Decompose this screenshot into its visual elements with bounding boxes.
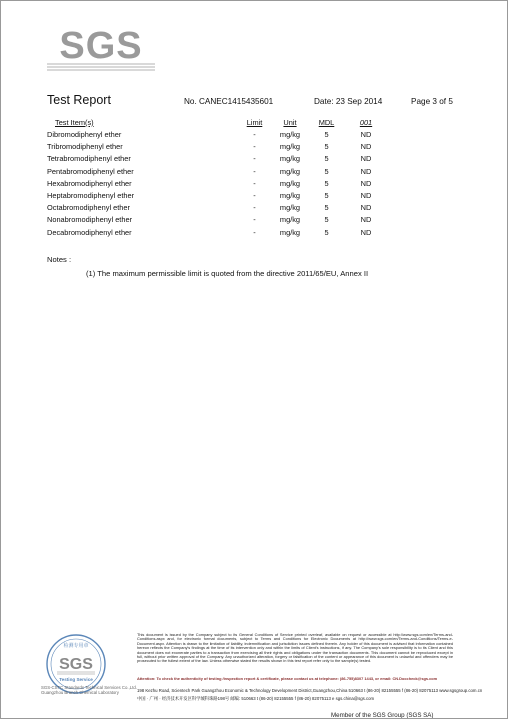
cell-mdl: 5 [324,130,329,139]
cell-item: Hexabromodiphenyl ether [47,178,132,188]
page-number: Page 3 of 5 [411,97,453,106]
cell-limit: - [253,178,256,188]
table-row [47,129,388,141]
header-test-item: Test Item(s) [55,118,94,127]
stamp-sgs-text: SGS [59,656,93,673]
cell-unit: mg/kg [279,142,301,152]
table-row [47,178,388,190]
address-english: 198 Kezhu Road, Scientech Park Guangzhou Economic & Technology Development District,Guangzhou,China 510663 t (86-20) 82155555 f (86-20) 82075113 www.sgsgroup.com.cn [137,688,483,693]
cell-limit: - [253,154,256,164]
stamp-service-text: Testing Service [59,677,93,682]
cell-result: ND [360,166,372,176]
address-chinese: 中国 · 广州 · 经济技术开发区科学城科珠路198号 邮编: 510663 t (86-20) 82155555 f (86-20) 82075113 e sgs.china@sgs.com [137,696,375,701]
cell-mdl: 5 [324,142,329,152]
cell-unit: mg/kg [279,166,301,176]
cell-result: ND [360,130,372,139]
table-row [47,141,388,153]
table-row [47,227,388,239]
cell-unit: mg/kg [279,227,301,237]
report-number: No. CANEC1415435601 [184,97,274,106]
cell-mdl: 5 [324,191,329,201]
cell-limit: - [253,215,256,225]
cell-mdl: 5 [324,203,329,213]
cell-item: Octabromodiphenyl ether [47,203,130,213]
report-header [1,93,507,109]
header-limit: Limit [246,118,263,127]
header-mdl: MDL [318,118,335,127]
cell-item: Pentabromodiphenyl ether [47,166,134,176]
table-row [47,202,388,214]
cell-result: ND [360,215,372,225]
cell-limit: - [253,191,256,201]
cell-mdl: 5 [324,227,329,237]
cell-item: Nonabromodiphenyl ether [47,215,133,225]
cell-limit: - [253,227,256,237]
table-row [47,166,388,178]
cell-item: Tetrabromodiphenyl ether [47,154,131,164]
header-sample-001: 001 [359,118,373,127]
cell-result: ND [360,203,372,213]
authenticity-notice: Attention: To check the authenticity of testing /inspection report & certificate, please contact us at telephone: (86-755)8307 1443, or email: CN.Doccheck@sgs.com [137,676,438,681]
cell-mdl: 5 [324,178,329,188]
stamp-caption [41,685,137,695]
cell-limit: - [253,166,256,176]
cell-limit: - [253,130,256,139]
report-date: Date: 23 Sep 2014 [314,97,383,106]
header-unit: Unit [283,118,297,127]
notes-title: Notes : [47,255,72,264]
stamp-caption-line1: SGS-CSTC Standards Technical Services Co.,Ltd. [41,685,137,690]
cell-item: Tribromodiphenyl ether [47,142,123,152]
cell-item: Decabromodiphenyl ether [47,227,132,237]
cell-mdl: 5 [324,215,329,225]
cell-unit: mg/kg [279,203,301,213]
cell-mdl: 5 [324,154,329,164]
sgs-logo-text: SGS [59,25,143,67]
note-item: (1) The maximum permissible limit is quoted from the directive 2011/65/EU, Annex II [86,269,369,278]
sgs-group-member: Member of the SGS Group (SGS SA) [331,712,434,719]
cell-mdl: 5 [324,166,329,176]
table-row [47,190,388,202]
cell-unit: mg/kg [279,130,301,139]
stamp-caption-line2: Guangzhou Branch Chemical Laboratory [41,690,119,695]
report-footer [1,629,507,718]
cell-result: ND [360,154,372,164]
table-header-row [47,117,388,129]
cell-item: Dibromodiphenyl ether [47,130,122,139]
cell-unit: mg/kg [279,154,301,164]
sgs-logo [45,25,157,75]
results-body [47,129,388,239]
cell-unit: mg/kg [279,191,301,201]
stamp-chinese-text: 检测专用章 [63,643,89,649]
cell-limit: - [253,203,256,213]
cell-item: Heptabromodiphenyl ether [47,191,135,201]
legal-disclaimer: This document is issued by the Company subject to its General Conditions of Service printed overleaf, available on request or accessible at http://www.sgs.com/en/Terms-and-Conditions.aspx and, for electronic format documents, subject to Terms and Conditions for Electronic Documents at http://www.sgs.com/en/Terms-and-Conditions/Terms-e-Document.aspx. Attention is drawn to the limitation of liability, indemnification and jurisdiction issues defined therein. Any holder of this document is advised that information contained hereon reflects the Company's findings at the time of its intervention only and within the limits of Client's instructions, if any. The Company's sole responsibility is to its Client and this document does not exonerate parties to a transaction from exercising all their rights and obligations under the transaction documents. This document cannot be reproduced except in full, without prior written approval of the Company. Any unauthorized alteration, forgery or falsification of the content or appearance of this document is unlawful and offenders may be prosecuted to the fullest extent of the law. Unless otherwise stated the results shown in this test report refer only to the sample(s) tested. [137,632,453,664]
cell-result: ND [360,142,372,152]
cell-unit: mg/kg [279,178,301,188]
results-table [47,117,388,239]
cell-unit: mg/kg [279,215,301,225]
cell-limit: - [253,142,256,152]
cell-result: ND [360,227,372,237]
sgs-logo-graphic [45,25,157,75]
cell-result: ND [360,178,372,188]
table-row [47,153,388,165]
table-row [47,214,388,226]
report-title: Test Report [47,93,111,107]
cell-result: ND [360,191,372,201]
